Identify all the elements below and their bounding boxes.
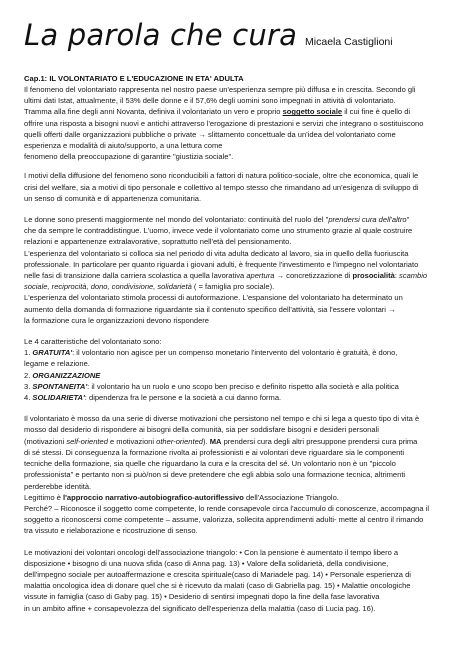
text-line: Le motivazioni dei volontari oncologi dell'associazione triangolo: • Con la pensione è aumentato il tempo libero a	[24, 547, 399, 557]
text-line: (motivazioni self-oriented e motivazioni other-oriented). MA prendersi cura degli altri presuppone prendersi cura prima	[24, 436, 418, 446]
list-item: 2. ORGANIZZAZIONE	[24, 370, 101, 380]
text-line: ultimi dati Istat, attualmente, il 53% delle donne e il 57,6% degli uomini sono impegnati in attività di volontariato.	[24, 96, 396, 106]
title-row	[24, 18, 452, 52]
text-line: disposizione • bisogno di una nuova sfida (caso di Anna pag. 13) • Valore della solidarietà, della condivisione,	[24, 558, 389, 568]
text-line: sociale, reciprocità, dono, condivisione, solidarietà ( = famiglia pro sociale).	[24, 282, 275, 292]
text-line: che da sempre le contraddistingue. L'uomo, invece vede il volontariato come uno strumento grazie al quale costruire	[24, 226, 413, 236]
text-line: Tramma alla fine degli anni Novanta, definiva il volontariato un vero e proprio soggetto sociale il cui fine è quello di	[24, 107, 411, 117]
text-line: nelle fasi di transizione dalla carriera scolastica a quella lavorativa apertura → concretizzazione di prosocialità: scambio	[24, 271, 428, 281]
text-line: offrire una risposta a bisogni nuovi e antichi attraverso l'erogazione di prestazioni e servizi che integrano o sostituiscono	[24, 118, 424, 128]
paragraph-motives	[24, 170, 452, 204]
list-item: 4. SOLIDARIETA': dipendenza fra le persone e la società a cui danno forma.	[24, 393, 282, 403]
list-intro: Le 4 caratteristiche del volontariato sono:	[24, 337, 162, 347]
text-line: dell'impegno sociale per autoaffermazione e crescita spirituale(caso di Mariadele pag. 14) • Personale esperienza di	[24, 569, 411, 579]
text-line: L'esperienza del volontariato stimola processi di autoformazione. L'espansione del volontariato ha determinato un	[24, 293, 403, 303]
text-line: L'esperienza del volontariato si colloca sia nel periodo di vita adulta dedicato al lavoro, sia in quello della fuoriuscita	[24, 248, 409, 258]
paragraph-motivations	[24, 413, 452, 536]
text-line: relazioni e appartenenze extralavorative, soprattutto nell'età del pensionamento.	[24, 237, 292, 247]
document-page	[24, 18, 452, 624]
document-title: La parola che cura	[24, 18, 298, 52]
text-line: tra vissuto e rielaborazione e ricostruzione di senso.	[24, 526, 198, 536]
list-item: 1. GRATUITA': il volontario non agisce per un compenso monetario l'intervento del volontario è gratuità, è dono,	[24, 348, 398, 358]
text-line: aumento della domanda di formazione riguardante sia il contenuto specifico dell'attività, sia l'essere volontari →	[24, 304, 396, 314]
text-line: professionale. In particolare per quanto riguarda i giovani adulti, è frequente l'investimento e l'impegno nel volontariato	[24, 259, 419, 269]
author-name: Micaela Castiglioni	[305, 36, 393, 48]
list-item: 3. SPONTANEITA': il volontario ha un ruolo e uno scopo ben preciso e definito rispetto alla società e alla politica	[24, 381, 399, 391]
paragraph-oncology-volunteers	[24, 547, 452, 614]
text-line: quelli offerti dalle organizzazioni pubbliche o private → slittamento concettuale da un'idea del volontariato come	[24, 129, 396, 139]
list-item-continuation: legame e relazione.	[24, 359, 90, 369]
text-line: professionista" e pertanto non si può/non si deve pretendere che egli abbia solo una formazione tecnica, altrimenti	[24, 470, 406, 480]
paragraph-women-volunteering	[24, 214, 452, 326]
text-line: tecniche della formazione, sia quelle che riguardano la cura e la crescita del sé. Un volontario non è un "piccolo	[24, 459, 396, 469]
text-line: in un ambito affine + consapevolezza del significato dell'esperienza della malattia (caso di Lucia pag. 16).	[24, 603, 376, 613]
text-line: Perché? – Riconosce il soggetto come competente, lo rende consapevole circa l'accumulo di conoscenze, accompagna il	[24, 503, 430, 513]
chapter-heading: Cap.1: IL VOLONTARIATO E L'EDUCAZIONE IN ETA' ADULTA	[24, 74, 244, 83]
text-line: crisi del welfare, sia a motivi di tipo personale e collettivo al tempo stesso che rimandano ad un'esigenza di sviluppo di	[24, 182, 419, 192]
text-line: un senso di comunità e di appartenenza comunitaria.	[24, 193, 202, 203]
text-line: mosso dal desiderio di rispondere ai bisogni della comunità, sia per soddisfare bisogni e desideri personali	[24, 425, 379, 435]
text-line: di sé stessi. Di conseguenza la formazione rivolta ai professionisti e ai volontari deve riguardare sia le componenti	[24, 447, 405, 457]
text-line: la formazione cura le organizzazioni devono rispondere	[24, 315, 210, 325]
characteristics-list	[24, 336, 452, 403]
paragraph-volunteering-phenomenon	[24, 84, 452, 162]
text-line: malattia oncologica idea di donare quel che si è ricevuto da malati (caso di Gabriella pag. 15) • Malattie oncologiche	[24, 581, 411, 591]
text-line: soggetto a riconoscersi come competente – assume, valorizza, sollecita apprendimenti adulti- mette al centro il rimando	[24, 515, 424, 525]
text-line: I motivi della diffusione del fenomeno sono riconducibili a fattori di natura politico-sociale, oltre che economica, quali le	[24, 171, 419, 181]
text-line: Legittimo è l'approccio narrativo-autobiografico-autoriflessivo dell'Associazione Triangolo.	[24, 492, 339, 502]
text-line: perderebbe identità.	[24, 481, 92, 491]
text-line: Le donne sono presenti maggiormente nel mondo del volontariato: continuità del ruolo del "prendersi cura dell'altro"	[24, 215, 410, 225]
text-line: Il fenomeno del volontariato rappresenta nel nostro paese un'esperienza sempre più diffusa e in crescita. Secondo gli	[24, 85, 416, 94]
text-line: esperienza e modalità di aiuto/supporto, a una lettura come	[24, 141, 223, 151]
text-line: fenomeno della preoccupazione di garantire "giustizia sociale".	[24, 152, 234, 162]
text-line: Il volontariato è mosso da una serie di diverse motivazioni che persistono nel tempo e chi si lega a questo tipo di vita è	[24, 414, 420, 424]
text-line: vissute in famiglia (caso di Gaby pag. 15) • Desiderio di sentirsi impegnati dopo la fine della fase lavorativa	[24, 592, 380, 602]
